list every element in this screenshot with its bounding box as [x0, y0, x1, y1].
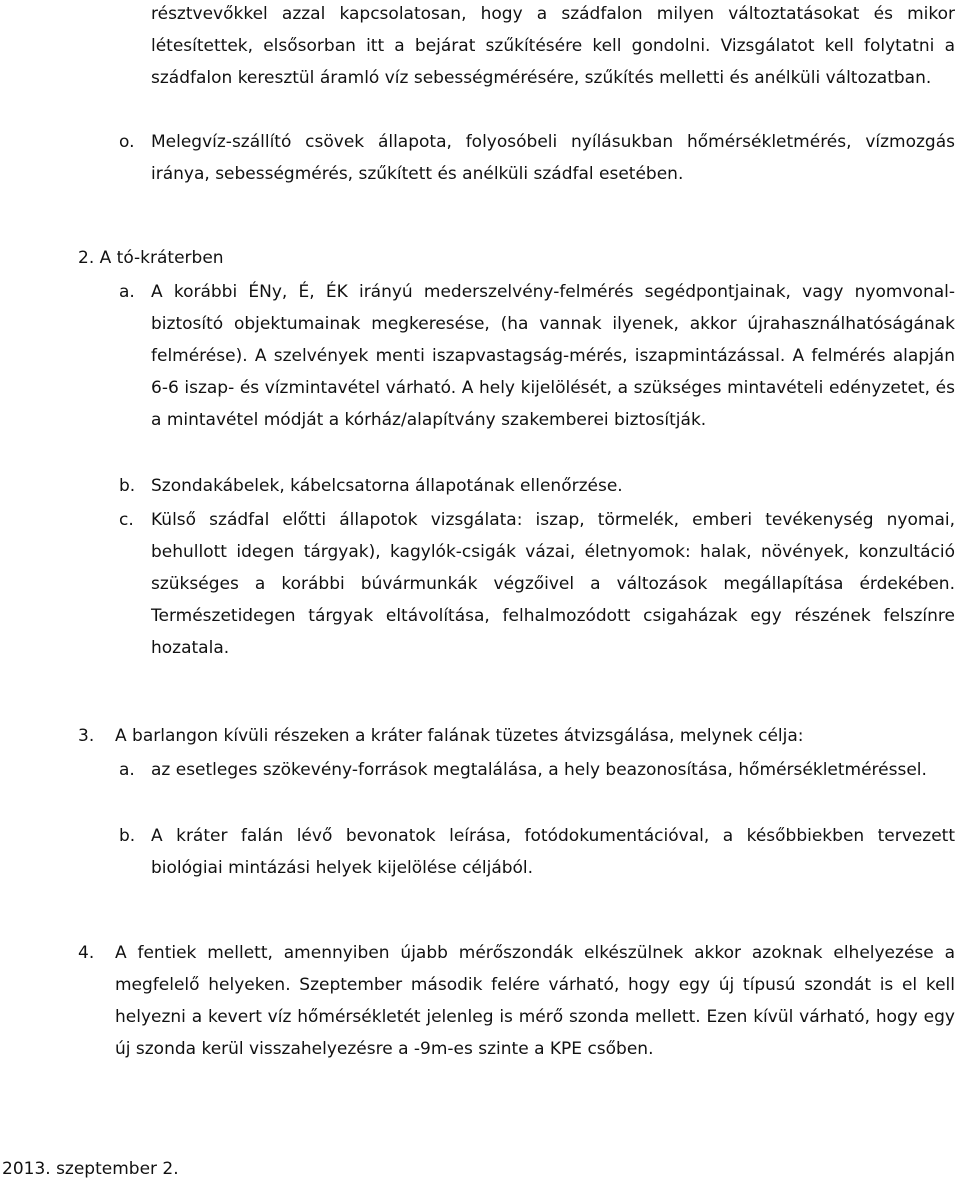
section-2-item-c-marker: c. [119, 510, 134, 530]
section-2-heading: 2. A tó-kráterben [78, 248, 224, 268]
section-3-item-b-text: A kráter falán lévő bevonatok leírása, fotódokumentációval, a későbbiekben tervezett biológiai mintázási helyek kijelölése céljából. [151, 826, 955, 878]
section-2-item-c-text: Külső szádfal előtti állapotok vizsgálata: iszap, törmelék, emberi tevékenység nyomai, behullott idegen tárgyak), kagylók-csigák vázai, életnyomok: halak, növények, konzultáció szükséges a korábbi búvármunkák végzőivel a változások megállapítása érdekében. Természetidegen tárgyak eltávolítása, felhalmozódott csigaházak egy részének felszínre hozatala. [151, 510, 955, 658]
section-3-item-a-marker: a. [119, 760, 135, 780]
section-3-item-a-text: az esetleges szökevény-források megtalálása, a hely beazonosítása, hőmérsékletméréssel. [151, 760, 927, 780]
continuation-paragraph: résztvevőkkel azzal kapcsolatosan, hogy a szádfalon milyen változtatásokat és mikor létesítettek, elsősorban itt a bejárat szűkítésére kell gondolni. Vizsgálatot kell folytatni a szádfalon keresztül áramló víz sebességmérésére, szűkítés melletti és anélküli változatban. [151, 4, 955, 88]
footer-date: 2013. szeptember 2. [2, 1159, 179, 1179]
section-3-heading: A barlangon kívüli részeken a kráter falának tüzetes átvizsgálása, melynek célja: [115, 726, 804, 746]
item-o-text: Melegvíz-szállító csövek állapota, folyosóbeli nyílásukban hőmérsékletmérés, vízmozgás iránya, sebességmérés, szűkített és anélküli szádfal esetében. [151, 132, 955, 184]
section-3-number: 3. [78, 726, 95, 746]
section-4-number: 4. [78, 943, 95, 963]
section-2-item-a-text: A korábbi ÉNy, É, ÉK irányú mederszelvény-felmérés segédpontjainak, vagy nyomvonal-biztosító objektumainak megkeresése, (ha vannak ilyenek, akkor újrahasználhatóságának felmérése). A szelvények menti iszapvastagság-mérés, iszapmintázással. A felmérés alapján 6-6 iszap- és vízmintavétel várható. A hely kijelölését, a szükséges mintavételi edényzetet, és a mintavétel módját a kórház/alapítvány szakemberei biztosítják. [151, 282, 955, 430]
section-2-item-b-marker: b. [119, 476, 136, 496]
item-o-marker: o. [119, 132, 135, 152]
section-2-item-a-marker: a. [119, 282, 135, 302]
section-2-item-b-text: Szondakábelek, kábelcsatorna állapotának ellenőrzése. [151, 476, 623, 496]
section-4-text: A fentiek mellett, amennyiben újabb mérőszondák elkészülnek akkor azoknak elhelyezése a megfelelő helyeken. Szeptember második felére várható, hogy egy új típusú szondát is el kell helyezni a kevert víz hőmérsékletét jelenleg is mérő szonda mellett. Ezen kívül várható, hogy egy új szonda kerül visszahelyezésre a -9m-es szinte a KPE csőben. [115, 943, 955, 1059]
section-3-item-b-marker: b. [119, 826, 136, 846]
